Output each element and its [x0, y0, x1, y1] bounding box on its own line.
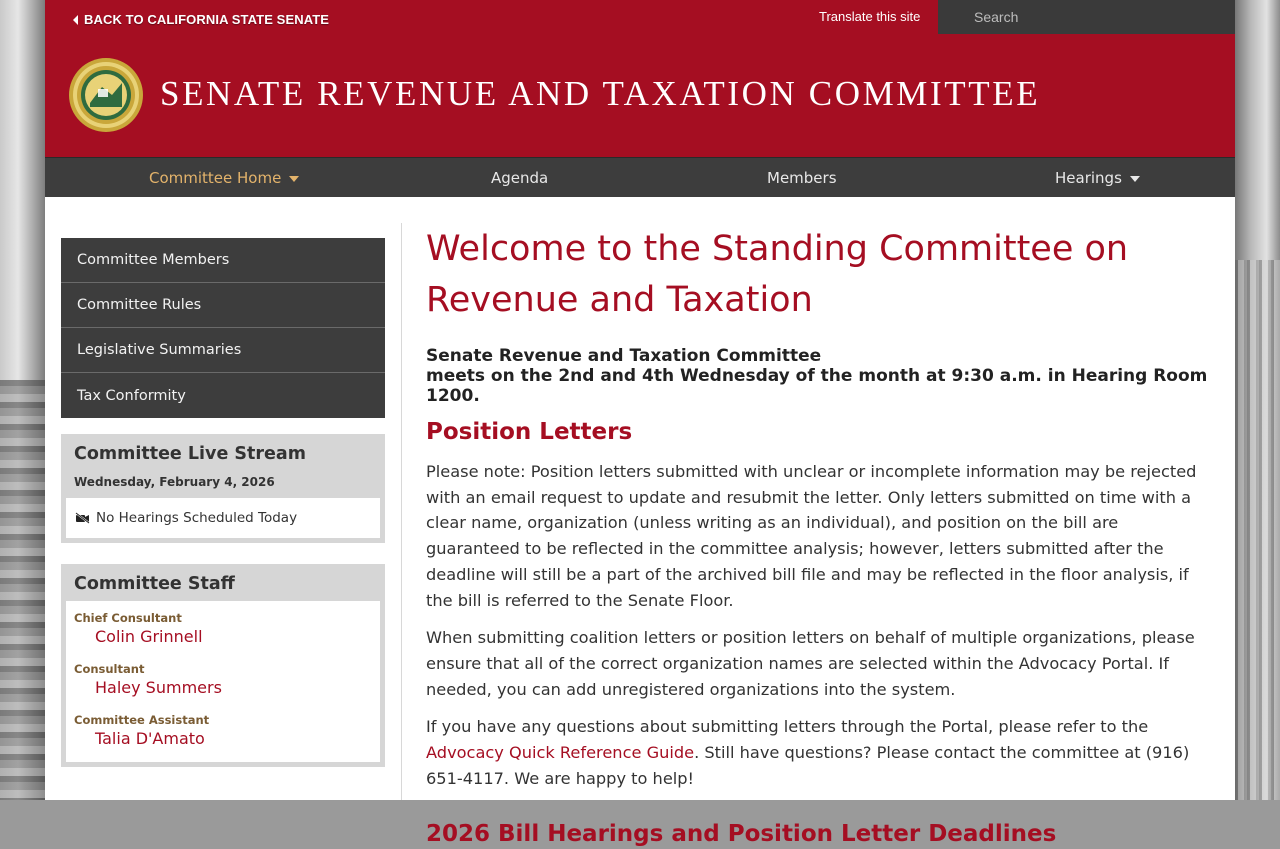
staff-list [66, 601, 380, 762]
advocacy-guide-link[interactable]: Advocacy Quick Reference Guide [426, 743, 695, 763]
paragraph-coalition-letters: When submitting coalition letters or position letters on behalf of multiple organizations, please ensure that all of the correct organization names are selected within the Advocacy Portal. If needed, you can add unregistered organizations into the system. [426, 628, 1195, 699]
background-left [0, 0, 45, 800]
content-divider [401, 223, 402, 800]
paragraph-questions [426, 714, 1216, 791]
side-menu-list [61, 238, 385, 418]
chevron-down-icon [289, 176, 299, 182]
staff-role: Committee Assistant [74, 713, 210, 727]
live-stream-title: Committee Live Stream [74, 444, 306, 464]
staff-role: Consultant [74, 662, 145, 676]
translate-link[interactable]: Translate this site [819, 9, 921, 24]
page-title: Welcome to the Standing Committee on Revenue and Taxation [426, 229, 1129, 320]
nav-agenda-label: Agenda [491, 169, 549, 187]
paragraph-position-letters-note: Please note: Position letters submitted with unclear or incomplete information may be rejected with an email request to update and resubmit the letter. Only letters submitted on time with a clear name, organization (unless writing as an individual), and position on the bill are guaranteed to be reflected in the committee analysis; however, letters submitted after the deadline will still be a part of the archived bill file and may be reflected in the floor analysis, if the bill is referred to the Senate Floor. [426, 462, 1197, 610]
sidebar-item-tax-conformity[interactable]: Tax Conformity [77, 387, 186, 404]
committee-staff-panel [61, 564, 385, 767]
staff-name-link[interactable]: Talia D'Amato [95, 729, 205, 748]
paragraph-questions-text: If you have any questions about submitting letters through the Portal, please refer to the [426, 717, 1149, 737]
back-arrow-icon [73, 15, 78, 25]
main-navigation [45, 157, 1235, 197]
section-title-position-letters: Position Letters [426, 419, 633, 445]
nav-members[interactable] [767, 158, 837, 198]
live-stream-status-text: No Hearings Scheduled Today [96, 510, 298, 526]
section-title-hearings-deadlines: 2026 Bill Hearings and Position Letter Deadlines [426, 821, 1057, 848]
site-title: SENATE REVENUE AND TAXATION COMMITTEE [160, 74, 1041, 113]
staff-name-link[interactable]: Colin Grinnell [95, 627, 203, 646]
senate-seal-logo [68, 57, 144, 133]
video-off-icon [75, 512, 90, 524]
nav-hearings-label: Hearings [1055, 169, 1122, 187]
nav-agenda[interactable] [491, 158, 548, 198]
chevron-down-icon [1130, 176, 1140, 182]
intro-title: Senate Revenue and Taxation Committee [426, 346, 822, 366]
nav-members-label: Members [767, 169, 837, 187]
sidebar-item-committee-rules[interactable]: Committee Rules [61, 283, 385, 328]
site-header [45, 0, 1235, 157]
nav-committee-home[interactable] [149, 158, 299, 198]
sidebar-menu [61, 238, 385, 418]
live-stream-panel [61, 434, 385, 543]
committee-staff-title: Committee Staff [74, 574, 235, 594]
page-container [45, 0, 1235, 848]
back-link-label: BACK TO CALIFORNIA STATE SENATE [84, 12, 330, 27]
main-content [426, 224, 1216, 849]
intro-meeting-info: meets on the 2nd and 4th Wednesday of the month at 9:30 a.m. in Hearing Room 1200. [426, 366, 1208, 406]
background-right [1235, 0, 1280, 800]
back-to-senate-link[interactable] [73, 12, 329, 27]
nav-committee-home-label: Committee Home [149, 169, 282, 187]
live-stream-status [66, 498, 380, 538]
sidebar-item-committee-members[interactable]: Committee Members [61, 238, 385, 283]
search-input[interactable] [938, 0, 1235, 34]
nav-hearings[interactable] [1055, 158, 1140, 198]
paragraph-questions-text-end: . Still have questions? Please contact the committee at (916) 651-4117. We are happy to help! [426, 743, 1190, 788]
staff-role: Chief Consultant [74, 611, 182, 625]
search-placeholder: Search [974, 9, 1019, 25]
staff-name-link[interactable]: Haley Summers [95, 678, 222, 697]
live-stream-date: Wednesday, February 4, 2026 [74, 475, 275, 489]
sidebar-item-legislative-summaries[interactable]: Legislative Summaries [61, 328, 385, 373]
